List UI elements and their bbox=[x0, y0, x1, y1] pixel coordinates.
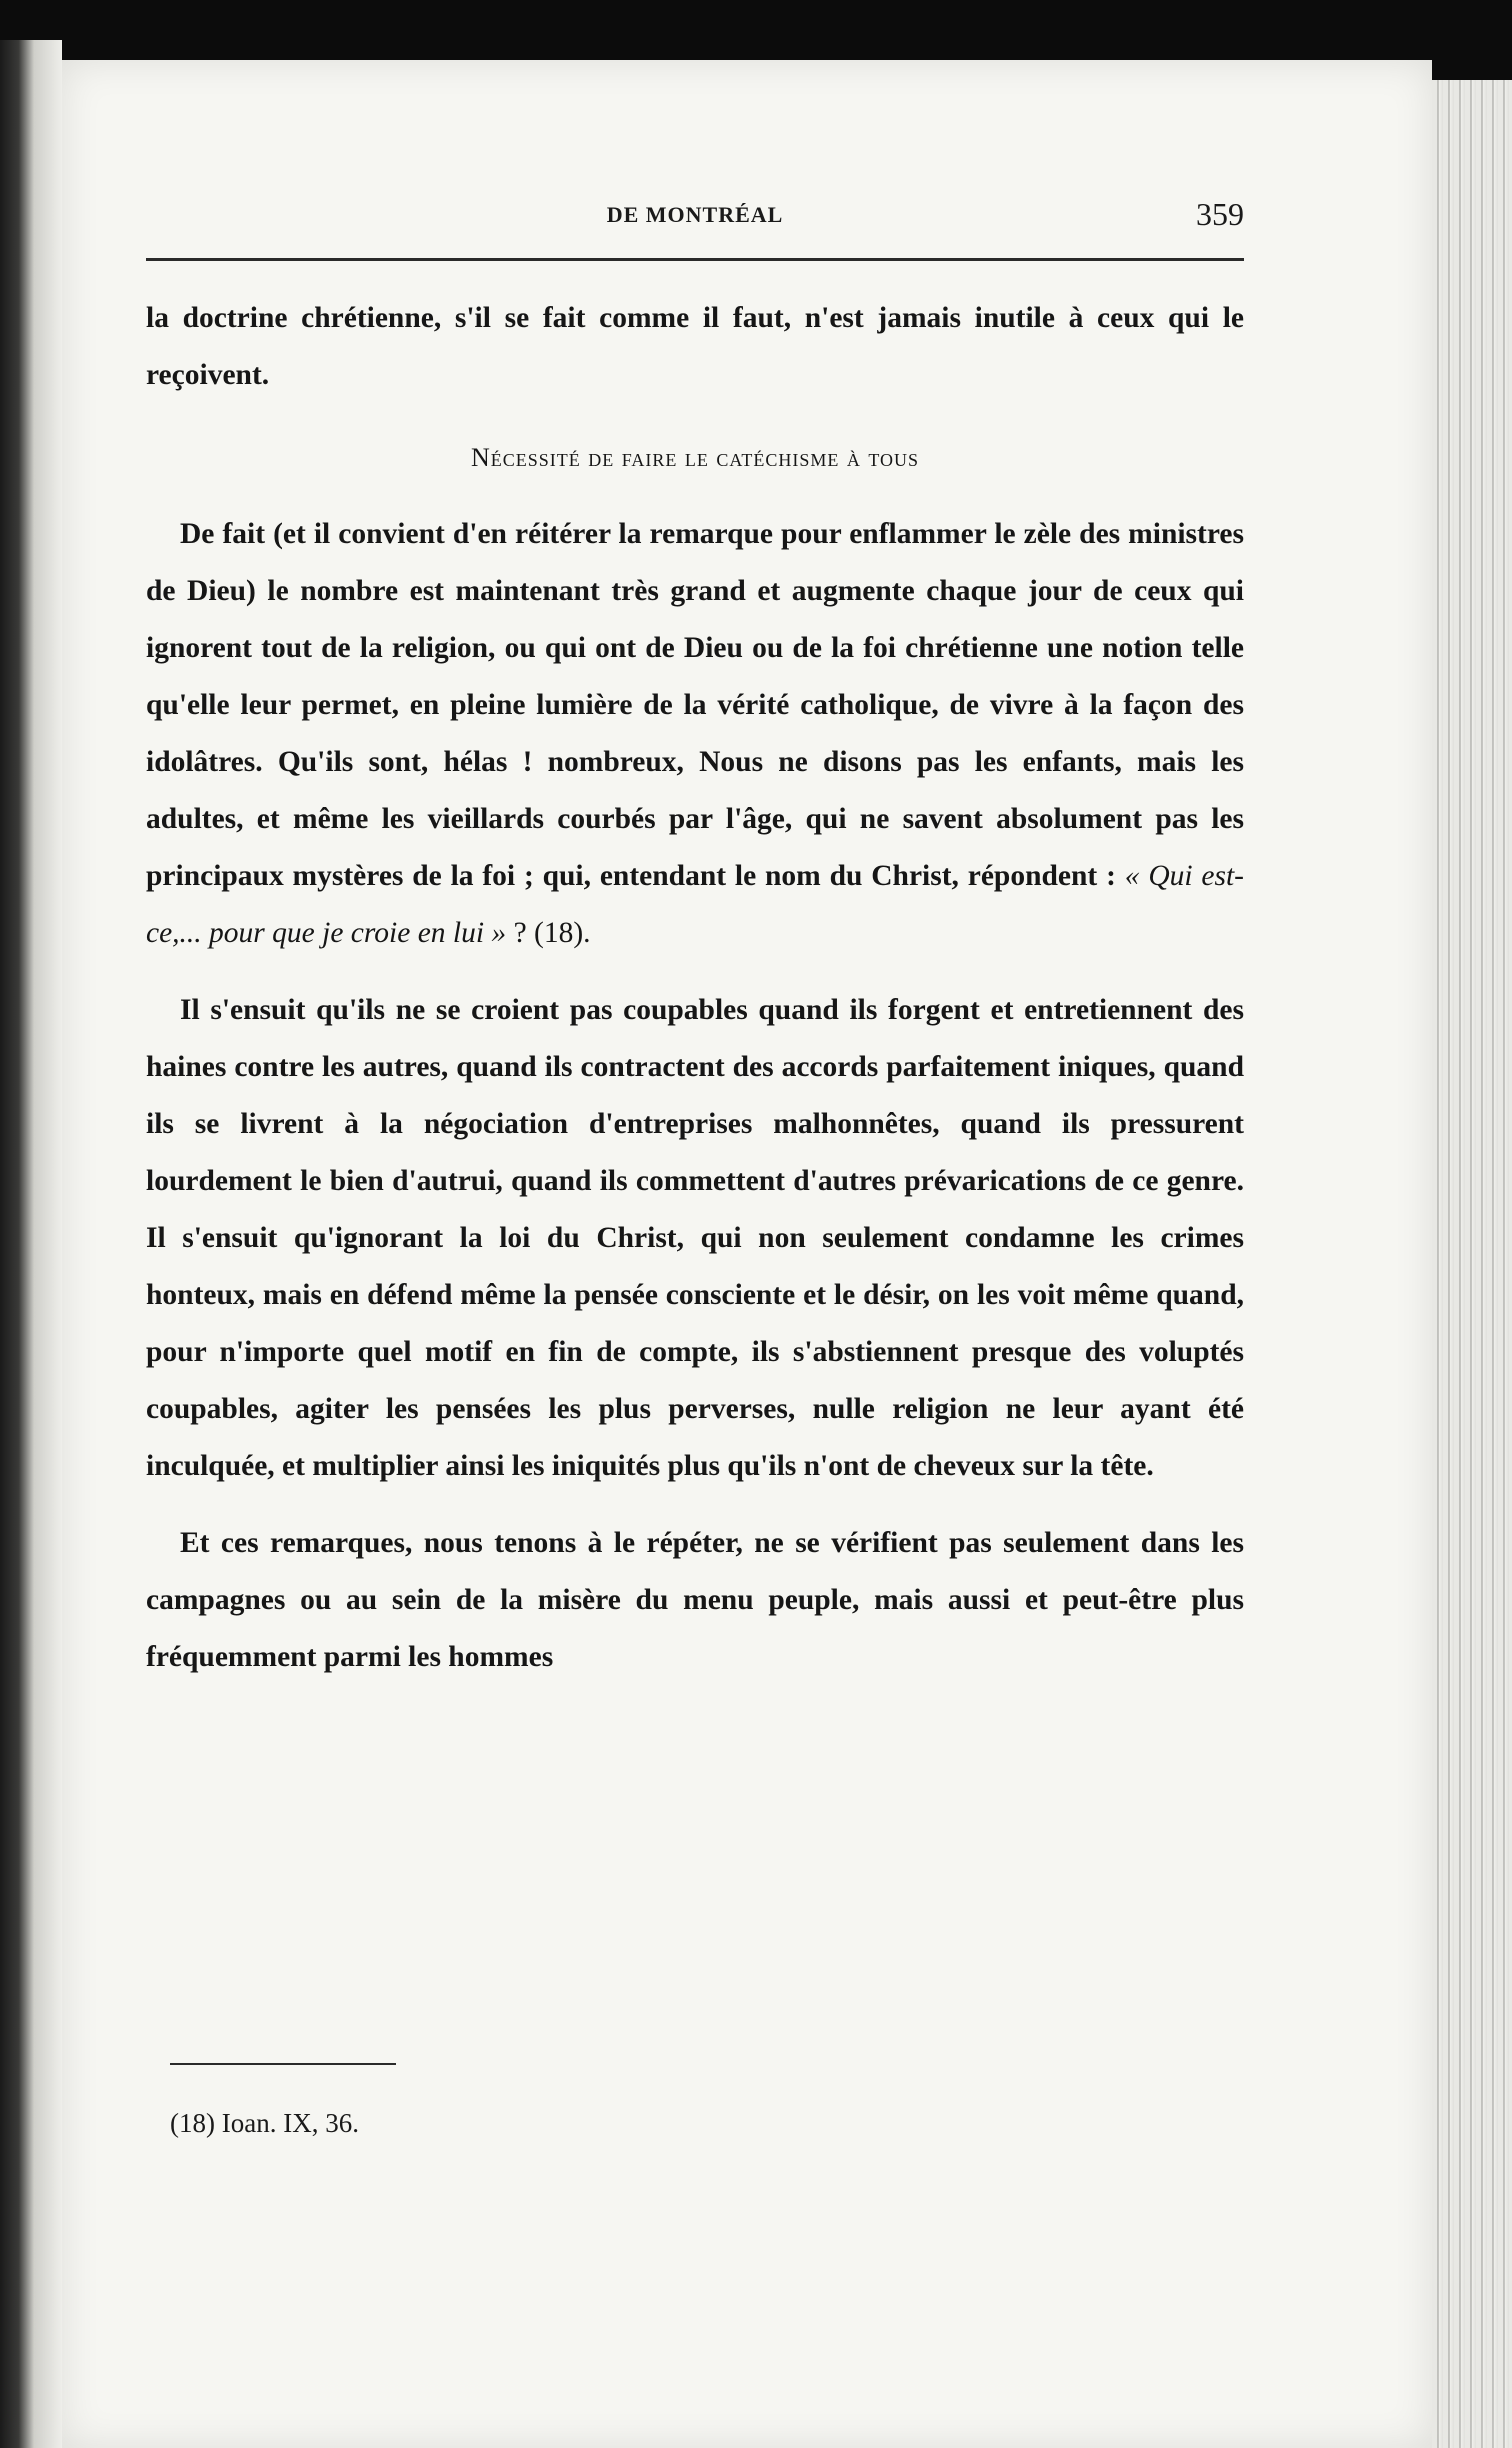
paragraph-3: Et ces remarques, nous tenons à le répéter, ne se vérifient pas seulement dans les campagnes ou au sein de la misère du menu peuple, mais aussi et peut-être plus fréquemment parmi les hommes bbox=[146, 1527, 1244, 1673]
page-header bbox=[146, 196, 1244, 236]
page-number: 359 bbox=[1196, 196, 1244, 232]
paragraph-1-quote: « Qui est-ce,... pour que je croie en lui » bbox=[146, 860, 1245, 949]
footnote-rule bbox=[170, 2063, 396, 2065]
paragraph-2: Il s'ensuit qu'ils ne se croient pas coupables quand ils forgent et entretiennent des haines contre les autres, quand ils contractent des accords parfaitement iniques, quand ils se livrent à la négociation d'entreprises malhonnêtes, quand ils pressurent lourdement le bien d'autrui, quand ils commettent d'autres prévarications de ce genre. Il s'ensuit qu'ignorant la loi du Christ, qui non seulement condamne les crimes honteux, mais en défend même la pensée consciente et le désir, on les voit même quand, pour n'importe quel motif en fin de compte, ils s'abstiennent presque des voluptés coupables, agiter les pensées les plus perverses, nulle religion ne leur ayant été inculquée, et multiplier ainsi les iniquités plus qu'ils n'ont de cheveux sur la tête. bbox=[146, 994, 1244, 1482]
section-heading: Nécessité de faire le catéchisme à tous bbox=[470, 443, 920, 472]
body-text bbox=[146, 290, 1244, 1686]
footnote: (18) Ioan. IX, 36. bbox=[170, 2108, 359, 2138]
paragraph-1-text: De fait (et il convient d'en réitérer la remarque pour enflammer le zèle des ministres de Dieu) le nombre est maintenant très grand et augmente chaque jour de ceux qui ignorent tout de la religion, ou qui ont de Dieu ou de la foi chrétienne une notion telle qu'elle leur permet, en pleine lumière de la vérité catholique, de vivre à la façon des idolâtres. Qu'ils sont, hélas ! nombreux, Nous ne disons pas les enfants, mais les adultes, et même les vieillards courbés par l'âge, qui ne savent absolument pas les principaux mystères de la foi ; qui, entendant le nom du Christ, répondent : bbox=[146, 518, 1244, 892]
footnote-reference: ? (18). bbox=[513, 917, 591, 949]
running-head: DE MONTRÉAL bbox=[606, 202, 784, 227]
header-rule bbox=[146, 258, 1244, 261]
paragraph-1 bbox=[146, 506, 1244, 962]
page-stack-edge bbox=[1432, 80, 1512, 2448]
facing-page-edge bbox=[0, 40, 62, 2448]
paragraph-continuation: la doctrine chrétienne, s'il se fait comme il faut, n'est jamais inutile à ceux qui le reçoivent. bbox=[146, 302, 1244, 391]
